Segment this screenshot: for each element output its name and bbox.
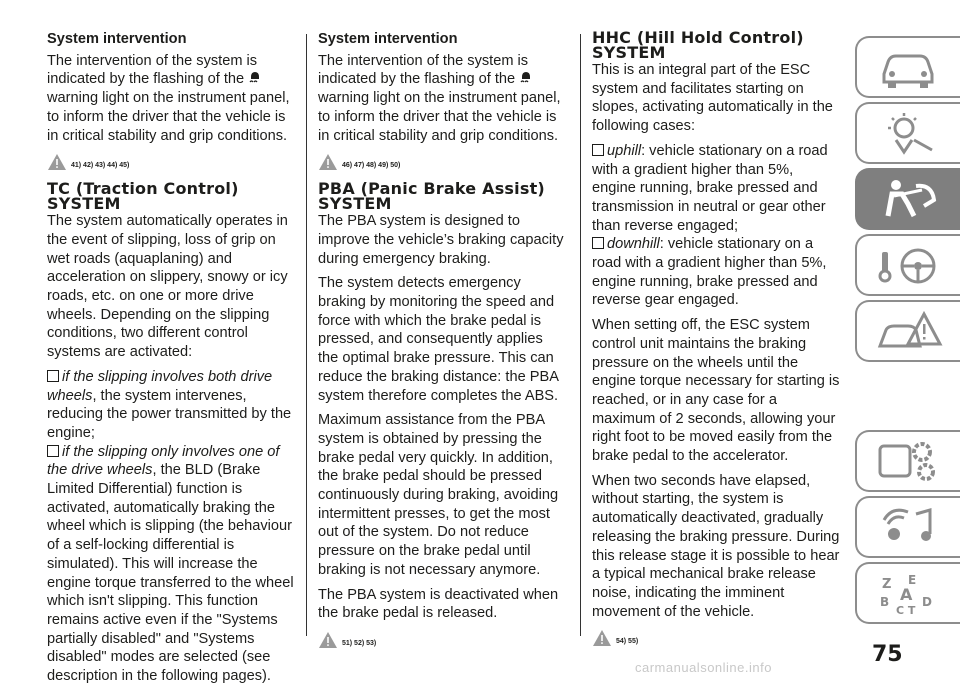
road-hazard-icon (874, 308, 944, 354)
car-icon (874, 44, 944, 90)
list-item-emphasis: if the slipping only involves one of the drive wheels (47, 443, 280, 479)
subheading-system-intervention: System intervention (47, 31, 187, 47)
paragraph-text: warning light on the instrument panel, to inform the driver that the vehicle is in critical stability and grip conditions. (318, 90, 561, 144)
esc-warning-light-icon (519, 70, 533, 84)
svg-text:B: B (879, 595, 889, 609)
warning-reference (318, 629, 566, 649)
list-item-text: : vehicle stationary on a road with a gradient higher than 5%, engine running, brake pressed and transmission in neutral or gear other than reverse engaged; (592, 142, 828, 234)
reference-numbers: 46) 47) 48) 49) 50) (342, 162, 401, 170)
tab-index[interactable] (855, 562, 960, 624)
key-steering-icon (874, 242, 944, 288)
list-item (592, 142, 840, 236)
paragraph: When two seconds have elapsed, without starting, the system is automatically deactivated, gradually releasing the braking pressure. During this release stage it is possible to hear a typical mechanical brake release noise, indicating the imminent movement of the vehicle. (592, 472, 840, 620)
section-title-tc: TC (Traction Control) SYSTEM (47, 179, 239, 214)
airbag-safety-icon (874, 176, 944, 222)
paragraph: This is an integral part of the ESC system and facilitates starting on slopes, activating automatically in the following cases: (592, 62, 833, 135)
warning-triangle-icon (47, 153, 67, 171)
paragraph-text: The intervention of the system is indicated by the flashing of the (47, 52, 258, 88)
page-number: 75 (872, 642, 903, 667)
paragraph (47, 52, 297, 146)
esc-warning-light-icon (248, 70, 262, 84)
tab-safety[interactable] (855, 168, 960, 230)
tab-emergency[interactable] (855, 300, 960, 362)
list-item-text: , the system intervenes, reducing the power transmitted by the engine; (47, 387, 292, 441)
svg-text:A: A (899, 585, 912, 604)
checkbox-bullet-icon (47, 445, 59, 457)
tab-multimedia[interactable] (855, 496, 960, 558)
list-item-text: , the BLD (Brake Limited Differential) function is activated, automatically braking the wheel which is slipping (the behaviour of a self-locking differential is simulated). This will increase the engine torque transferred to the wheel which isn't slipping. This function remains active even if the "Systems partially disabled" and "Systems disabled" modes are selected (see description in the following pages). (47, 462, 294, 685)
paragraph: The PBA system is designed to improve the vehicle’s braking capacity during emergency braking. (318, 213, 564, 267)
list-item-text: : vehicle stationary on a road with a gradient higher than 5%, engine running, brake pressed and reverse gear engaged. (592, 236, 827, 309)
list-item (47, 368, 297, 443)
svg-text:D: D (921, 595, 932, 609)
paragraph: The system automatically operates in the event of slipping, loss of grip on wet roads (aquaplaning) and acceleration on slippery, snowy or icy roads, etc. on one or more drive wheels. Depending on the slipping conditions, two different control systems are activated: (47, 213, 288, 361)
tab-starting-driving[interactable] (855, 234, 960, 296)
warning-triangle-icon (318, 631, 338, 649)
warning-triangle-icon (318, 153, 338, 171)
watermark: carmanualsonline.info (635, 660, 772, 675)
tab-servicing[interactable] (855, 430, 960, 492)
paragraph: Maximum assistance from the PBA system is obtained by pressing the brake pedal very quickly. In addition, the brake pedal should be pressed continuously during braking, avoiding intermittent presses, to get the most out of the system. Do not reduce pressure on the brake pedal until braking is not necessary anymore. (318, 412, 559, 578)
tab-warning-lights[interactable] (855, 102, 960, 164)
paragraph-text: The intervention of the system is indicated by the flashing of the (318, 52, 529, 88)
section-title-hhc: HHC (Hill Hold Control) SYSTEM (592, 28, 804, 62)
svg-text:E: E (907, 573, 916, 587)
warning-reference (318, 151, 566, 171)
warning-reference (592, 627, 840, 647)
warning-lights-icon (874, 110, 944, 156)
subheading-system-intervention: System intervention (318, 31, 458, 47)
section-title-pba: PBA (Panic Brake Assist) SYSTEM (318, 179, 545, 214)
paragraph: The PBA system is deactivated when the brake pedal is released. (318, 586, 559, 622)
list-item-emphasis: if the slipping involves both drive wheels (47, 368, 273, 404)
reference-numbers: 41) 42) 43) 44) 45) (71, 162, 130, 170)
car-service-gears-icon (874, 438, 944, 484)
column-divider (306, 34, 307, 636)
reference-numbers: 51) 52) 53) (342, 639, 377, 647)
list-item-emphasis: downhill (607, 236, 660, 253)
multimedia-icon (874, 504, 944, 550)
list-item (47, 443, 297, 686)
checkbox-bullet-icon (47, 370, 59, 382)
checkbox-bullet-icon (592, 144, 604, 156)
warning-triangle-icon (592, 629, 612, 647)
tab-car[interactable] (855, 36, 960, 98)
alphabetical-index-icon (874, 570, 944, 616)
column-divider (580, 34, 581, 636)
list-item (592, 235, 840, 310)
list-item-emphasis: uphill (607, 142, 642, 159)
column-3 (592, 30, 840, 657)
column-1 (47, 30, 297, 686)
svg-text:Z: Z (881, 577, 891, 592)
checkbox-bullet-icon (592, 237, 604, 249)
paragraph-text: warning light on the instrument panel, to inform the driver that the vehicle is in critical stability and grip conditions. (47, 90, 290, 144)
paragraph (318, 52, 566, 146)
paragraph: When setting off, the ESC system control unit maintains the braking pressure on the wheels until the engine torque necessary for starting is reached, or in any case for a maximum of 2 seconds, allowing your right foot to be moved easily from the brake pedal to the accelerator. (592, 317, 840, 465)
svg-text:C T: C T (895, 604, 915, 616)
warning-reference (47, 151, 297, 171)
column-2 (318, 30, 566, 659)
reference-numbers: 54) 55) (616, 638, 639, 646)
paragraph: The system detects emergency braking by monitoring the speed and force with which the brake pedal is pressed, and consequently applies the optimal brake pressure. This can reduce the braking distance: the PBA system therefore completes the ABS. (318, 275, 559, 404)
